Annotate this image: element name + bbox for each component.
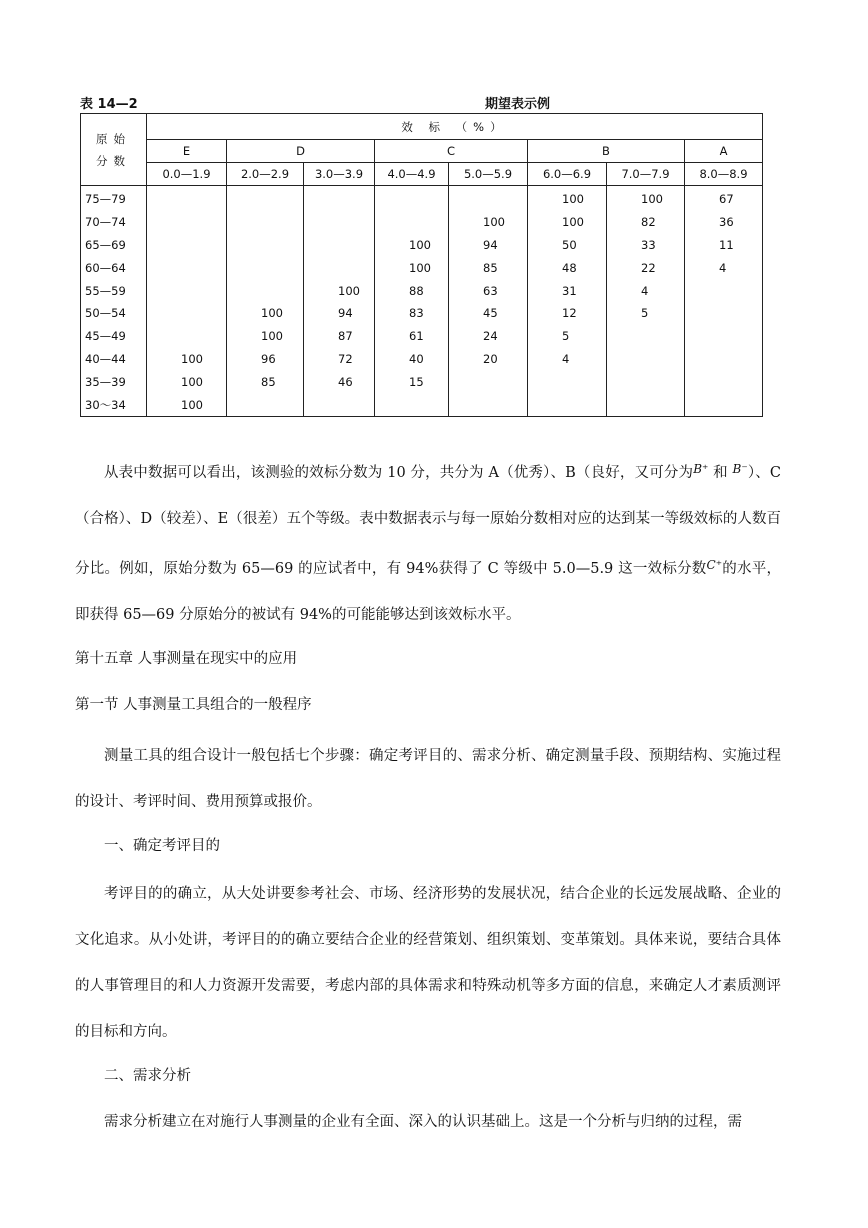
percentage-cell: 87 <box>304 325 375 348</box>
range-header: 4.0—4.9 <box>375 163 449 186</box>
grade-header: B <box>528 140 685 163</box>
table-row <box>81 348 763 371</box>
percentage-cell: 100 <box>375 234 449 257</box>
percentage-cell: 33 <box>607 234 685 257</box>
table-row <box>81 370 763 393</box>
range-header: 7.0—7.9 <box>607 163 685 186</box>
percentage-cell: 24 <box>449 325 528 348</box>
table-row <box>81 393 763 416</box>
criterion-header: 效 标 （%） <box>147 114 763 140</box>
raw-score-cell: 75—79 <box>81 186 147 211</box>
table-row <box>81 302 763 325</box>
subsection-title-2: 二、需求分析 <box>104 1068 191 1084</box>
percentage-cell <box>304 186 375 211</box>
percentage-cell: 36 <box>685 211 763 234</box>
percentage-cell: 11 <box>685 234 763 257</box>
grade-header: A <box>685 140 763 163</box>
percentage-cell <box>147 325 227 348</box>
percentage-cell <box>375 186 449 211</box>
percentage-cell <box>607 393 685 416</box>
percentage-cell: 100 <box>304 279 375 302</box>
percentage-cell <box>304 256 375 279</box>
percentage-cell: 40 <box>375 348 449 371</box>
percentage-cell <box>147 186 227 211</box>
percentage-cell: 100 <box>147 393 227 416</box>
raw-score-cell: 70—74 <box>81 211 147 234</box>
percentage-cell: 100 <box>449 211 528 234</box>
percentage-cell <box>685 302 763 325</box>
percentage-cell <box>227 234 304 257</box>
percentage-cell: 100 <box>375 256 449 279</box>
percentage-cell <box>147 279 227 302</box>
table-row <box>81 234 763 257</box>
percentage-cell <box>304 234 375 257</box>
percentage-cell: 85 <box>449 256 528 279</box>
percentage-cell <box>607 325 685 348</box>
percentage-cell <box>685 348 763 371</box>
range-header: 8.0—8.9 <box>685 163 763 186</box>
percentage-cell: 22 <box>607 256 685 279</box>
range-header: 5.0—5.9 <box>449 163 528 186</box>
percentage-cell: 31 <box>528 279 607 302</box>
percentage-cell: 100 <box>227 325 304 348</box>
b-minus-symbol: B⁻ <box>732 462 748 476</box>
percentage-cell: 94 <box>449 234 528 257</box>
percentage-cell <box>528 370 607 393</box>
range-header: 3.0—3.9 <box>304 163 375 186</box>
paragraph-steps: 测量工具的组合设计一般包括七个步骤：确定考评目的、需求分析、确定测量手段、预期结构、实施过程的设计、考评时间、费用预算或报价。 <box>75 748 781 810</box>
percentage-cell <box>607 348 685 371</box>
percentage-cell <box>147 234 227 257</box>
percentage-cell: 4 <box>685 256 763 279</box>
percentage-cell <box>304 393 375 416</box>
percentage-cell <box>685 325 763 348</box>
table-caption <box>80 93 762 113</box>
paragraph-purpose: 考评目的的确立，从大处讲要参考社会、市场、经济形势的发展状况，结合企业的长远发展战略、企业的文化追求。从小处讲，考评目的的确立要结合企业的经营策划、组织策划、变革策划。具体来说，要结合具体的人事管理目的和人力资源开发需要，考虑内部的具体需求和特殊动机等多方面的信息，来确定人才素质测评的目标和方向。 <box>75 886 781 1040</box>
percentage-cell: 4 <box>528 348 607 371</box>
percentage-cell: 61 <box>375 325 449 348</box>
percentage-cell <box>227 393 304 416</box>
percentage-cell <box>147 211 227 234</box>
raw-score-cell: 50—54 <box>81 302 147 325</box>
percentage-cell: 100 <box>147 348 227 371</box>
percentage-cell <box>147 256 227 279</box>
table-row <box>81 256 763 279</box>
percentage-cell: 4 <box>607 279 685 302</box>
percentage-cell <box>449 370 528 393</box>
percentage-cell: 100 <box>528 186 607 211</box>
percentage-cell: 100 <box>528 211 607 234</box>
c-plus-symbol: C⁺ <box>706 558 723 572</box>
raw-score-cell: 35—39 <box>81 370 147 393</box>
percentage-cell: 88 <box>375 279 449 302</box>
percentage-cell: 83 <box>375 302 449 325</box>
percentage-cell <box>227 186 304 211</box>
percentage-cell: 50 <box>528 234 607 257</box>
percentage-cell: 45 <box>449 302 528 325</box>
table-row <box>81 186 763 211</box>
grade-header: E <box>147 140 227 163</box>
raw-score-cell: 55—59 <box>81 279 147 302</box>
raw-score-cell: 65—69 <box>81 234 147 257</box>
percentage-cell: 100 <box>607 186 685 211</box>
percentage-cell: 85 <box>227 370 304 393</box>
percentage-cell <box>528 393 607 416</box>
paragraph-explanation: 从表中数据可以看出，该测验的效标分数为 10 分，共分为 A（优秀）、B（良好，又可分为$^{B^+}$ 和 $^{B^-}$）、C（合格）、D（较差）、E（很差）五个等级。表中数据表示与每一原始分数相对应的达到某一等级效标的人数百分比。例如，原始分数为 65—69 的应试者中，有 94%获得了 C 等级中 5.0—5.9 这一效标分数$^{C^+}$的水平，即获得 65—69 分原始分的被试有 94%的可能能够达到该效标水平。 <box>75 462 782 623</box>
percentage-cell <box>685 279 763 302</box>
raw-score-cell: 30～34 <box>81 393 147 416</box>
table-row <box>81 279 763 302</box>
range-header: 6.0—6.9 <box>528 163 607 186</box>
percentage-cell <box>685 393 763 416</box>
percentage-cell <box>304 211 375 234</box>
raw-score-cell: 60—64 <box>81 256 147 279</box>
table-row <box>81 325 763 348</box>
chapter-title: 第十五章 人事测量在现实中的应用 <box>75 651 298 667</box>
percentage-cell: 94 <box>304 302 375 325</box>
percentage-cell: 20 <box>449 348 528 371</box>
percentage-cell: 100 <box>227 302 304 325</box>
percentage-cell: 72 <box>304 348 375 371</box>
grade-header: D <box>227 140 375 163</box>
percentage-cell: 100 <box>147 370 227 393</box>
percentage-cell <box>449 186 528 211</box>
expectancy-table <box>80 113 763 417</box>
percentage-cell <box>607 370 685 393</box>
percentage-cell: 63 <box>449 279 528 302</box>
percentage-cell <box>147 302 227 325</box>
percentage-cell <box>227 256 304 279</box>
percentage-cell <box>227 279 304 302</box>
percentage-cell: 5 <box>607 302 685 325</box>
percentage-cell <box>375 211 449 234</box>
table-title: 期望表示例 <box>485 97 551 112</box>
raw-score-cell: 45—49 <box>81 325 147 348</box>
range-header: 2.0—2.9 <box>227 163 304 186</box>
grade-header: C <box>375 140 528 163</box>
percentage-cell: 12 <box>528 302 607 325</box>
percentage-cell: 15 <box>375 370 449 393</box>
paragraph-needs: 需求分析建立在对施行人事测量的企业有全面、深入的认识基础上。这是一个分析与归纳的过程，需 <box>104 1114 742 1130</box>
percentage-cell: 82 <box>607 211 685 234</box>
percentage-cell: 96 <box>227 348 304 371</box>
table-number: 表 14—2 <box>80 97 138 112</box>
percentage-cell: 48 <box>528 256 607 279</box>
table-row <box>81 211 763 234</box>
raw-score-cell: 40—44 <box>81 348 147 371</box>
subsection-title-1: 一、确定考评目的 <box>104 838 220 854</box>
range-header: 0.0—1.9 <box>147 163 227 186</box>
percentage-cell: 67 <box>685 186 763 211</box>
percentage-cell <box>685 370 763 393</box>
percentage-cell <box>449 393 528 416</box>
raw-score-header: 原始 分数 <box>81 114 147 186</box>
percentage-cell: 5 <box>528 325 607 348</box>
percentage-cell <box>375 393 449 416</box>
b-plus-symbol: B⁺ <box>693 462 709 476</box>
section-title: 第一节 人事测量工具组合的一般程序 <box>75 697 312 713</box>
percentage-cell <box>227 211 304 234</box>
percentage-cell: 46 <box>304 370 375 393</box>
